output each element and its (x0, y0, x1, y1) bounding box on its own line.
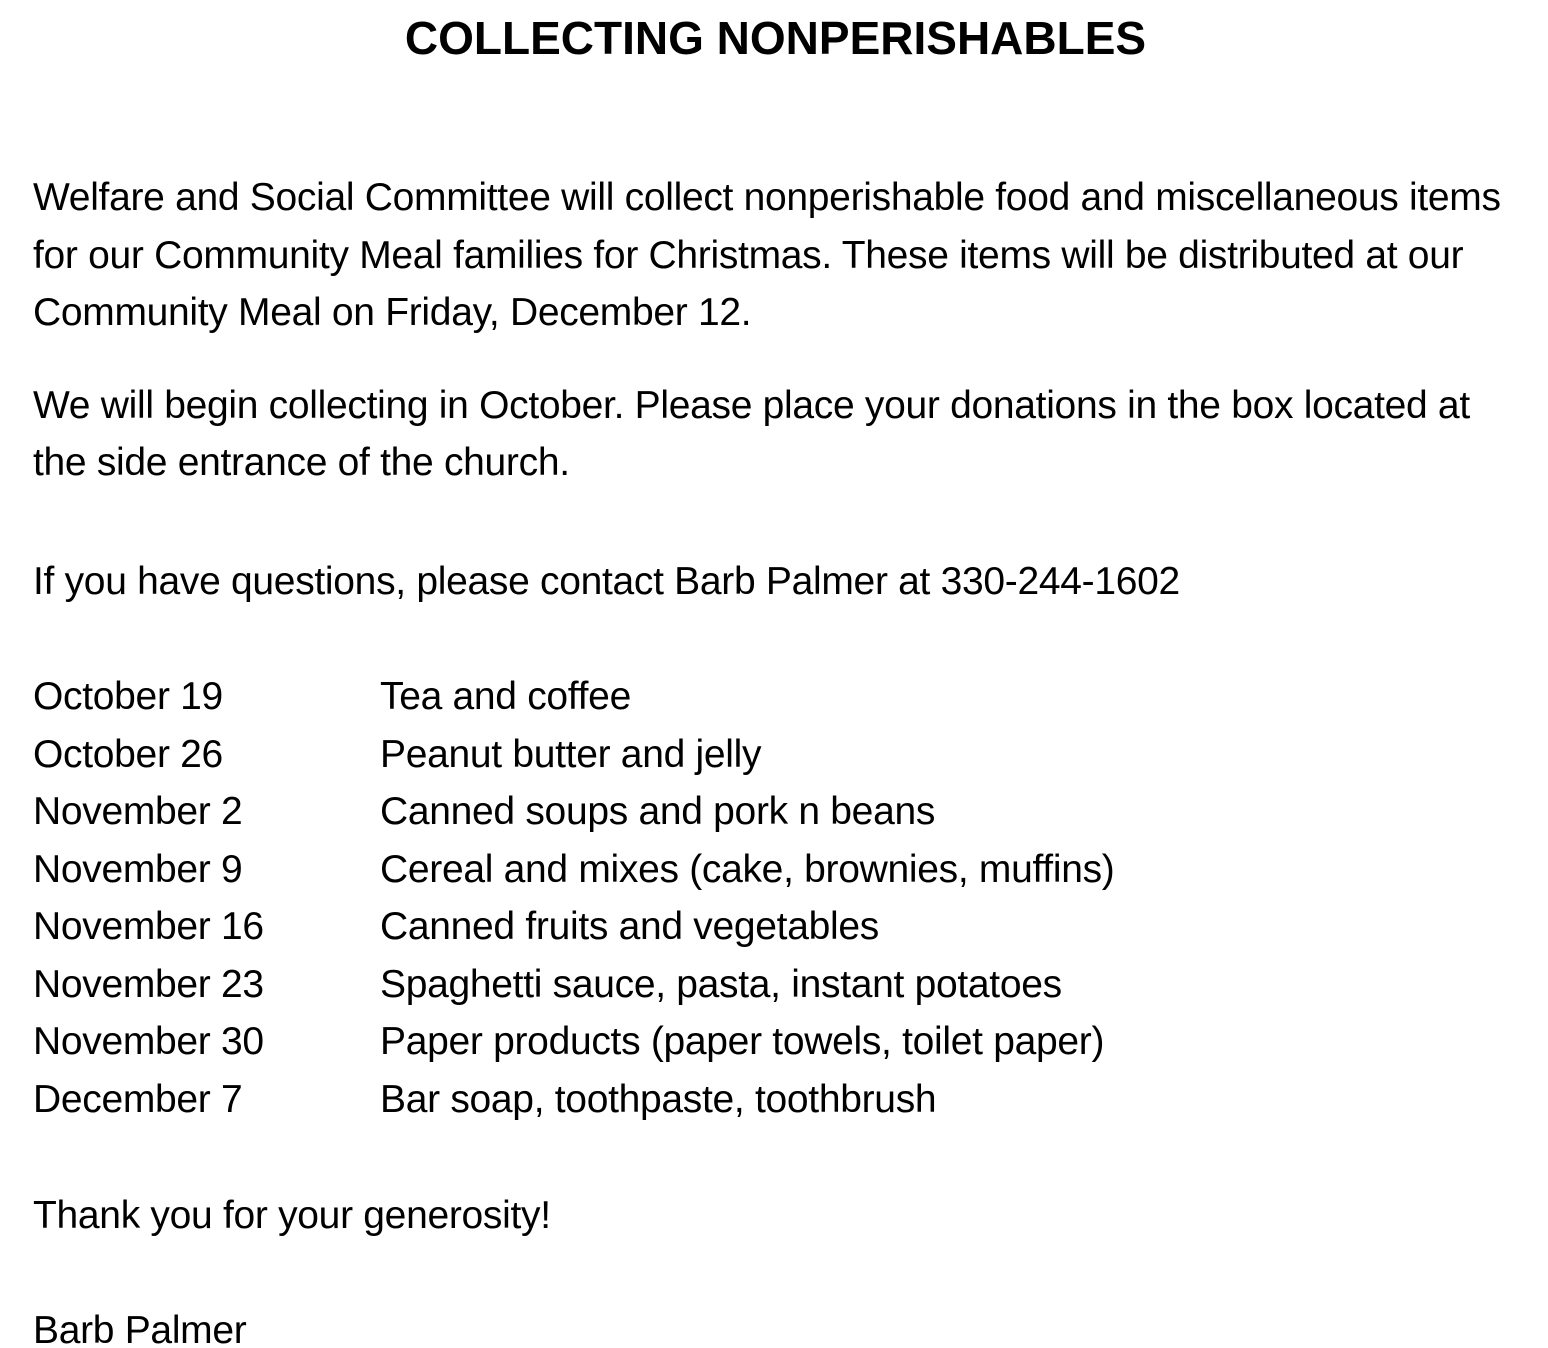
schedule-row (33, 726, 1518, 784)
schedule-items: Canned fruits and vegetables (380, 905, 879, 948)
document-title: COLLECTING NONPERISHABLES (404, 12, 1147, 64)
schedule-items: Canned soups and pork n beans (380, 790, 936, 833)
schedule-row (33, 1071, 1518, 1129)
schedule-row (33, 898, 1518, 956)
paragraph-collection-start: We will begin collecting in October. Please place your donations in the box located at the side entrance of the church. (33, 383, 1470, 484)
schedule-row (33, 1013, 1518, 1071)
schedule-items: Bar soap, toothpaste, toothbrush (380, 1077, 937, 1121)
paragraph-contact-info: If you have questions, please contact Barb Palmer at 330-244-1602 (33, 559, 1180, 603)
schedule-row (33, 783, 1518, 841)
schedule-row (33, 956, 1518, 1014)
schedule-date: October 19 (33, 675, 223, 718)
schedule-date: November 2 (33, 790, 243, 833)
schedule-items: Peanut butter and jelly (380, 732, 762, 776)
schedule-row (33, 668, 1518, 726)
paragraph-collection-announcement: Welfare and Social Committee will collect nonperishable food and miscellaneous items for our Community Meal families for Christmas. These items will be distributed at our Community Meal on Friday, December 12. (33, 176, 1501, 334)
closing-text: Thank you for your generosity! (33, 1194, 551, 1237)
schedule-date: November 30 (33, 1020, 264, 1063)
schedule-row (33, 841, 1518, 899)
schedule-date: November 16 (33, 905, 264, 948)
schedule-items: Tea and coffee (380, 675, 631, 718)
schedule-date: October 26 (33, 732, 223, 776)
schedule-date: December 7 (33, 1077, 243, 1121)
schedule-items: Cereal and mixes (cake, brownies, muffins) (380, 847, 1115, 891)
schedule-items: Spaghetti sauce, pasta, instant potatoes (380, 962, 1062, 1006)
schedule-date: November 9 (33, 847, 243, 891)
schedule-date: November 23 (33, 962, 264, 1006)
schedule-items: Paper products (paper towels, toilet paper) (380, 1020, 1105, 1063)
schedule-list (33, 668, 1518, 1128)
signature: Barb Palmer (33, 1308, 247, 1348)
